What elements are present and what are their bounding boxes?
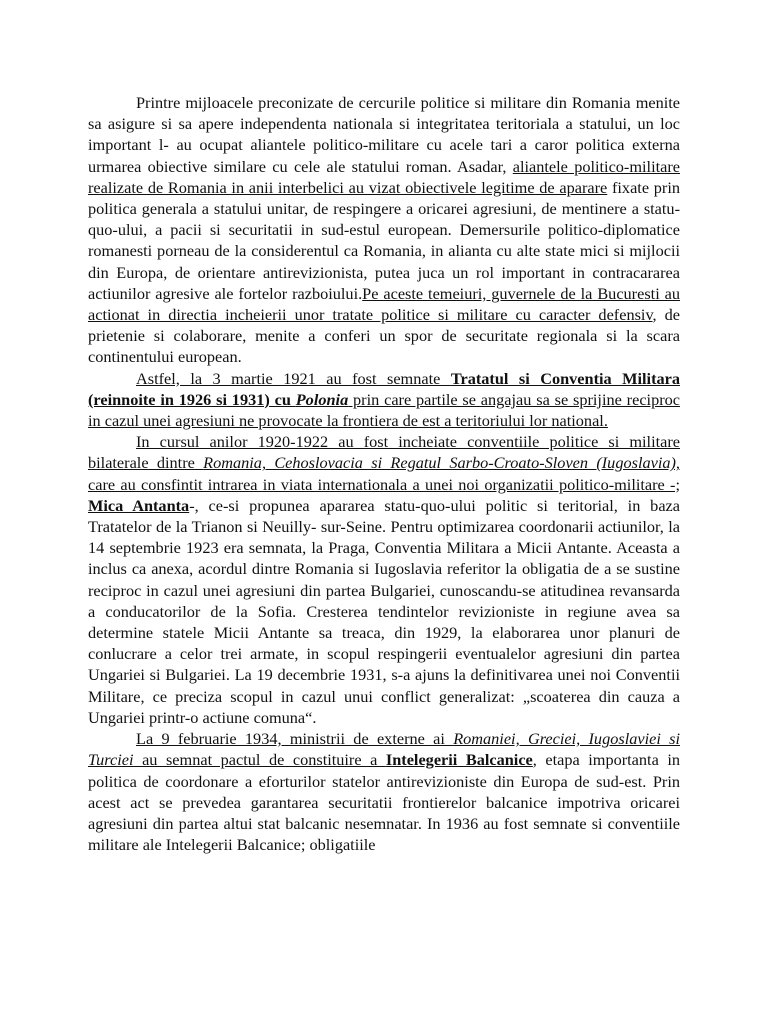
text-segment-underlined: care au consfintit intrarea in viata internationala a unei noi organizatii politico-militare -; xyxy=(88,474,680,494)
text-segment-underlined: La 9 februarie 1934, ministrii de externe ai xyxy=(136,729,454,749)
paragraph-mica-antanta xyxy=(88,431,680,728)
text-segment-italic-underlined: Romania, Cehoslovacia si Regatul Sarbo-Croato-Sloven (Iugoslavia), xyxy=(203,453,680,473)
text-segment-underlined: au semnat pactul de constituire a xyxy=(133,750,386,770)
document-page xyxy=(88,92,680,855)
text-segment-bold-italic: Polonia xyxy=(295,389,349,409)
text-segment-underlined: Astfel, la 3 martie 1921 au fost semnate xyxy=(136,368,451,388)
text-segment: , de prietenie si colaborare, menite a conferi un spor de securitate regionala si la scara continentului european. xyxy=(88,305,680,367)
text-segment-italic-underlined: Romaniei, Greciei, Iugoslaviei si Turciei xyxy=(88,729,680,770)
paragraph-aliances-intro xyxy=(88,92,680,368)
text-segment-underlined: aliantele politico-militare realizate de Romania in anii interbelici au vizat obiectivele legitime de aparare xyxy=(88,156,680,197)
text-segment-underlined: In cursul anilor 1920-1922 au fost incheiate conventiile politice si militare bilaterale dintre xyxy=(88,432,680,473)
text-segment: -, ce-si propunea apararea statu-quo-ului politic si teritorial, in baza Tratatelor de la Trianon si Neuilly- sur-Seine. Pentru optimizarea coordonarii actiunilor, la 14 septembrie 1923 era semnata, la Praga, Conventia Militara a Micii Antante. Aceasta a inclus ca anexa, acordul dintre Romania si Iugoslavia referitor la obligatia de a se sustine reciproc in cazul unei agresiuni din partea Bulgariei, cunoscandu-se atitudinea revansarda a conducatorilor de la Sofia. Cresterea tendintelor revizioniste in regiune avea sa determine statele Micii Antante sa treaca, din 1929, la elaborarea unor planuri de conlucrare a celor trei armate, in scopul respingerii eventualelor agresiuni din partea Ungariei si Bulgariei. La 19 decembrie 1931, s-a ajuns la definitivarea unei noi Conventii Militare, ce preciza scopul in cazul unui conflict generalizat: „scoaterea din cauza a Ungariei printr-o actiune comuna“. xyxy=(88,495,681,727)
text-segment: fixate prin politica generala a statului unitar, de respingere a oricarei agresiuni, de mentinere a statu-quo-ului, a pacii si securitatii in sud-estul european. Demersurile politico-diplomatice romanesti porneau de la considerentul ca Romania, in alianta cu alte state mici si mijlocii din Europa, de orientare antirevizionista, putea juca un rol important in contracararea actiunilor agresive ale fortelor razboiului. xyxy=(88,177,680,303)
text-segment-bold-underlined: Tratatul si Conventia Militara (reinnoite in 1926 si 1931) cu xyxy=(88,368,680,409)
text-segment-underlined: Pe aceste temeiuri, guvernele de la Bucuresti au actionat in directia incheierii unor tratate politice si militare cu caracter defensiv xyxy=(88,283,680,325)
text-segment: Printre mijloacele preconizate de cercurile politice si militare din Romania menite sa asigure si sa apere independenta nationala si integritatea teritoriala a statului, un loc important l- au ocupat aliantele politico-militare cu acele tari a caror politica externa urmarea obiective similare cu cele ale statului roman. Asadar, xyxy=(88,93,680,176)
text-segment: , etapa importanta in politica de coordonare a eforturilor statelor antirevizioniste din Europa de sud-est. Prin acest act se prevedea garantarea securitatii frontierelor balcanice impotriva oricarei agresiuni din partea altui stat balcanic nesemnatar. In 1936 au fost semnate si conventiile militare ale Intelegerii Balcanice; obligatiile xyxy=(88,750,681,855)
text-segment-bold-underlined: Intelegerii Balcanice xyxy=(385,750,533,770)
paragraph-polonia-treaty xyxy=(88,368,680,432)
text-segment-bold-underlined: Mica Antanta xyxy=(88,495,190,515)
text-segment-underlined: prin care partile se angajau sa se sprijine reciproc in cazul unei agresiuni ne provocate la frontiera de est a teritoriului lor national. xyxy=(88,389,680,431)
paragraph-intelegerea-balcanica xyxy=(88,728,680,855)
